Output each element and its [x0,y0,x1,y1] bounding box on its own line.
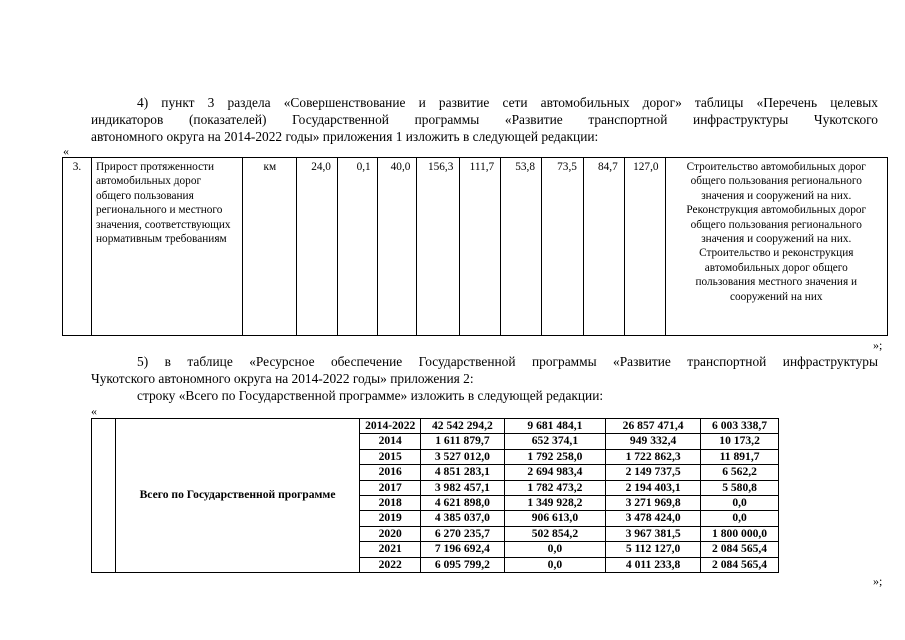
open-quote-2: « [91,404,97,418]
indicator-name: Прирост протяженности автомобильных дорог общего пользования регионального и местного значения, соответствующих нормативным требованиям [92,158,243,336]
amount-cell: 1 800 000,0 [701,526,779,541]
amount-cell: 0,0 [701,511,779,526]
amount-cell: 0,0 [701,496,779,511]
total-cell: 6 270 235,7 [421,526,505,541]
total-cell: 7 196 692,4 [421,542,505,557]
para5-line2: Чукотского автономного округа на 2014-2022 годы» приложения 2: [91,371,474,386]
amount-cell: 6 562,2 [701,465,779,480]
close-quote-2: »; [873,574,883,588]
amount-cell: 26 857 471,4 [606,419,701,434]
year-cell: 2021 [360,542,421,557]
amount-cell: 5 112 127,0 [606,542,701,557]
value-cell: 84,7 [583,158,624,336]
amount-cell: 0,0 [504,557,605,572]
amount-cell: 5 580,8 [701,480,779,495]
total-cell: 1 611 879,7 [421,434,505,449]
amount-cell: 1 782 473,2 [504,480,605,495]
value-cell: 156,3 [417,158,460,336]
para4-line2: индикаторов (показателей) Государственной программы «Развитие транспортной инфраструктуры Чукотского [91,112,878,127]
year-cell: 2015 [360,449,421,464]
row-title: Всего по Государственной программе [115,419,360,573]
unit-cell: км [243,158,297,336]
amount-cell: 2 694 983,4 [504,465,605,480]
value-cell: 111,7 [460,158,501,336]
table-row [63,158,888,336]
para5-line3: строку «Всего по Государственной программе» изложить в следующей редакции: [137,388,604,403]
total-cell: 6 095 799,2 [421,557,505,572]
para4-line1: 4) пункт 3 раздела «Совершенствование и развитие сети автомобильных дорог» таблицы «Перечень целевых [137,95,878,110]
amount-cell: 502 854,2 [504,526,605,541]
open-quote-1: « [63,144,69,158]
amount-cell: 2 084 565,4 [701,557,779,572]
year-cell: 2014 [360,434,421,449]
total-cell: 4 621 898,0 [421,496,505,511]
amount-cell: 652 374,1 [504,434,605,449]
amount-cell: 1 722 862,3 [606,449,701,464]
total-cell: 4 385 037,0 [421,511,505,526]
amount-cell: 949 332,4 [606,434,701,449]
empty-cell [92,419,116,573]
amount-cell: 2 194 403,1 [606,480,701,495]
value-cell: 73,5 [542,158,584,336]
year-cell: 2016 [360,465,421,480]
value-cell: 127,0 [624,158,665,336]
amount-cell: 9 681 484,1 [504,419,605,434]
value-cell: 0,1 [337,158,377,336]
amount-cell: 0,0 [504,542,605,557]
resource-table [91,418,779,573]
total-cell: 4 851 283,1 [421,465,505,480]
amount-cell: 3 271 969,8 [606,496,701,511]
row-number: 3. [63,158,92,336]
amount-cell: 3 478 424,0 [606,511,701,526]
amount-cell: 1 349 928,2 [504,496,605,511]
amount-cell: 906 613,0 [504,511,605,526]
year-cell: 2020 [360,526,421,541]
amount-cell: 2 149 737,5 [606,465,701,480]
total-cell: 42 542 294,2 [421,419,505,434]
amount-cell: 10 173,2 [701,434,779,449]
amount-cell: 6 003 338,7 [701,419,779,434]
para5-line1: 5) в таблице «Ресурсное обеспечение Государственной программы «Развитие транспортной инфраструктуры [137,354,878,369]
year-cell: 2019 [360,511,421,526]
year-cell: 2018 [360,496,421,511]
value-cell: 24,0 [297,158,338,336]
amount-cell: 3 967 381,5 [606,526,701,541]
total-cell: 3 527 012,0 [421,449,505,464]
year-cell: 2022 [360,557,421,572]
para4-line3: автономного округа на 2014-2022 годы» приложения 1 изложить в следующей редакции: [91,129,599,144]
amount-cell: 1 792 258,0 [504,449,605,464]
table-row [92,419,779,434]
total-cell: 3 982 457,1 [421,480,505,495]
value-cell: 53,8 [501,158,542,336]
value-cell: 40,0 [377,158,417,336]
year-cell: 2017 [360,480,421,495]
year-cell: 2014-2022 [360,419,421,434]
close-quote-1: »; [873,338,883,352]
amount-cell: 11 891,7 [701,449,779,464]
amount-cell: 4 011 233,8 [606,557,701,572]
amount-cell: 2 084 565,4 [701,542,779,557]
indicator-table [62,157,888,336]
description-cell: Строительство автомобильных дорог общего пользования регионального значения и сооружений на них. Реконструкция автомобильных дорог общего пользования регионального значения и сооружений на них. Строительство и реконструкция автомобильных дорог общего пользования местного значения и сооружений на них [665,158,887,336]
